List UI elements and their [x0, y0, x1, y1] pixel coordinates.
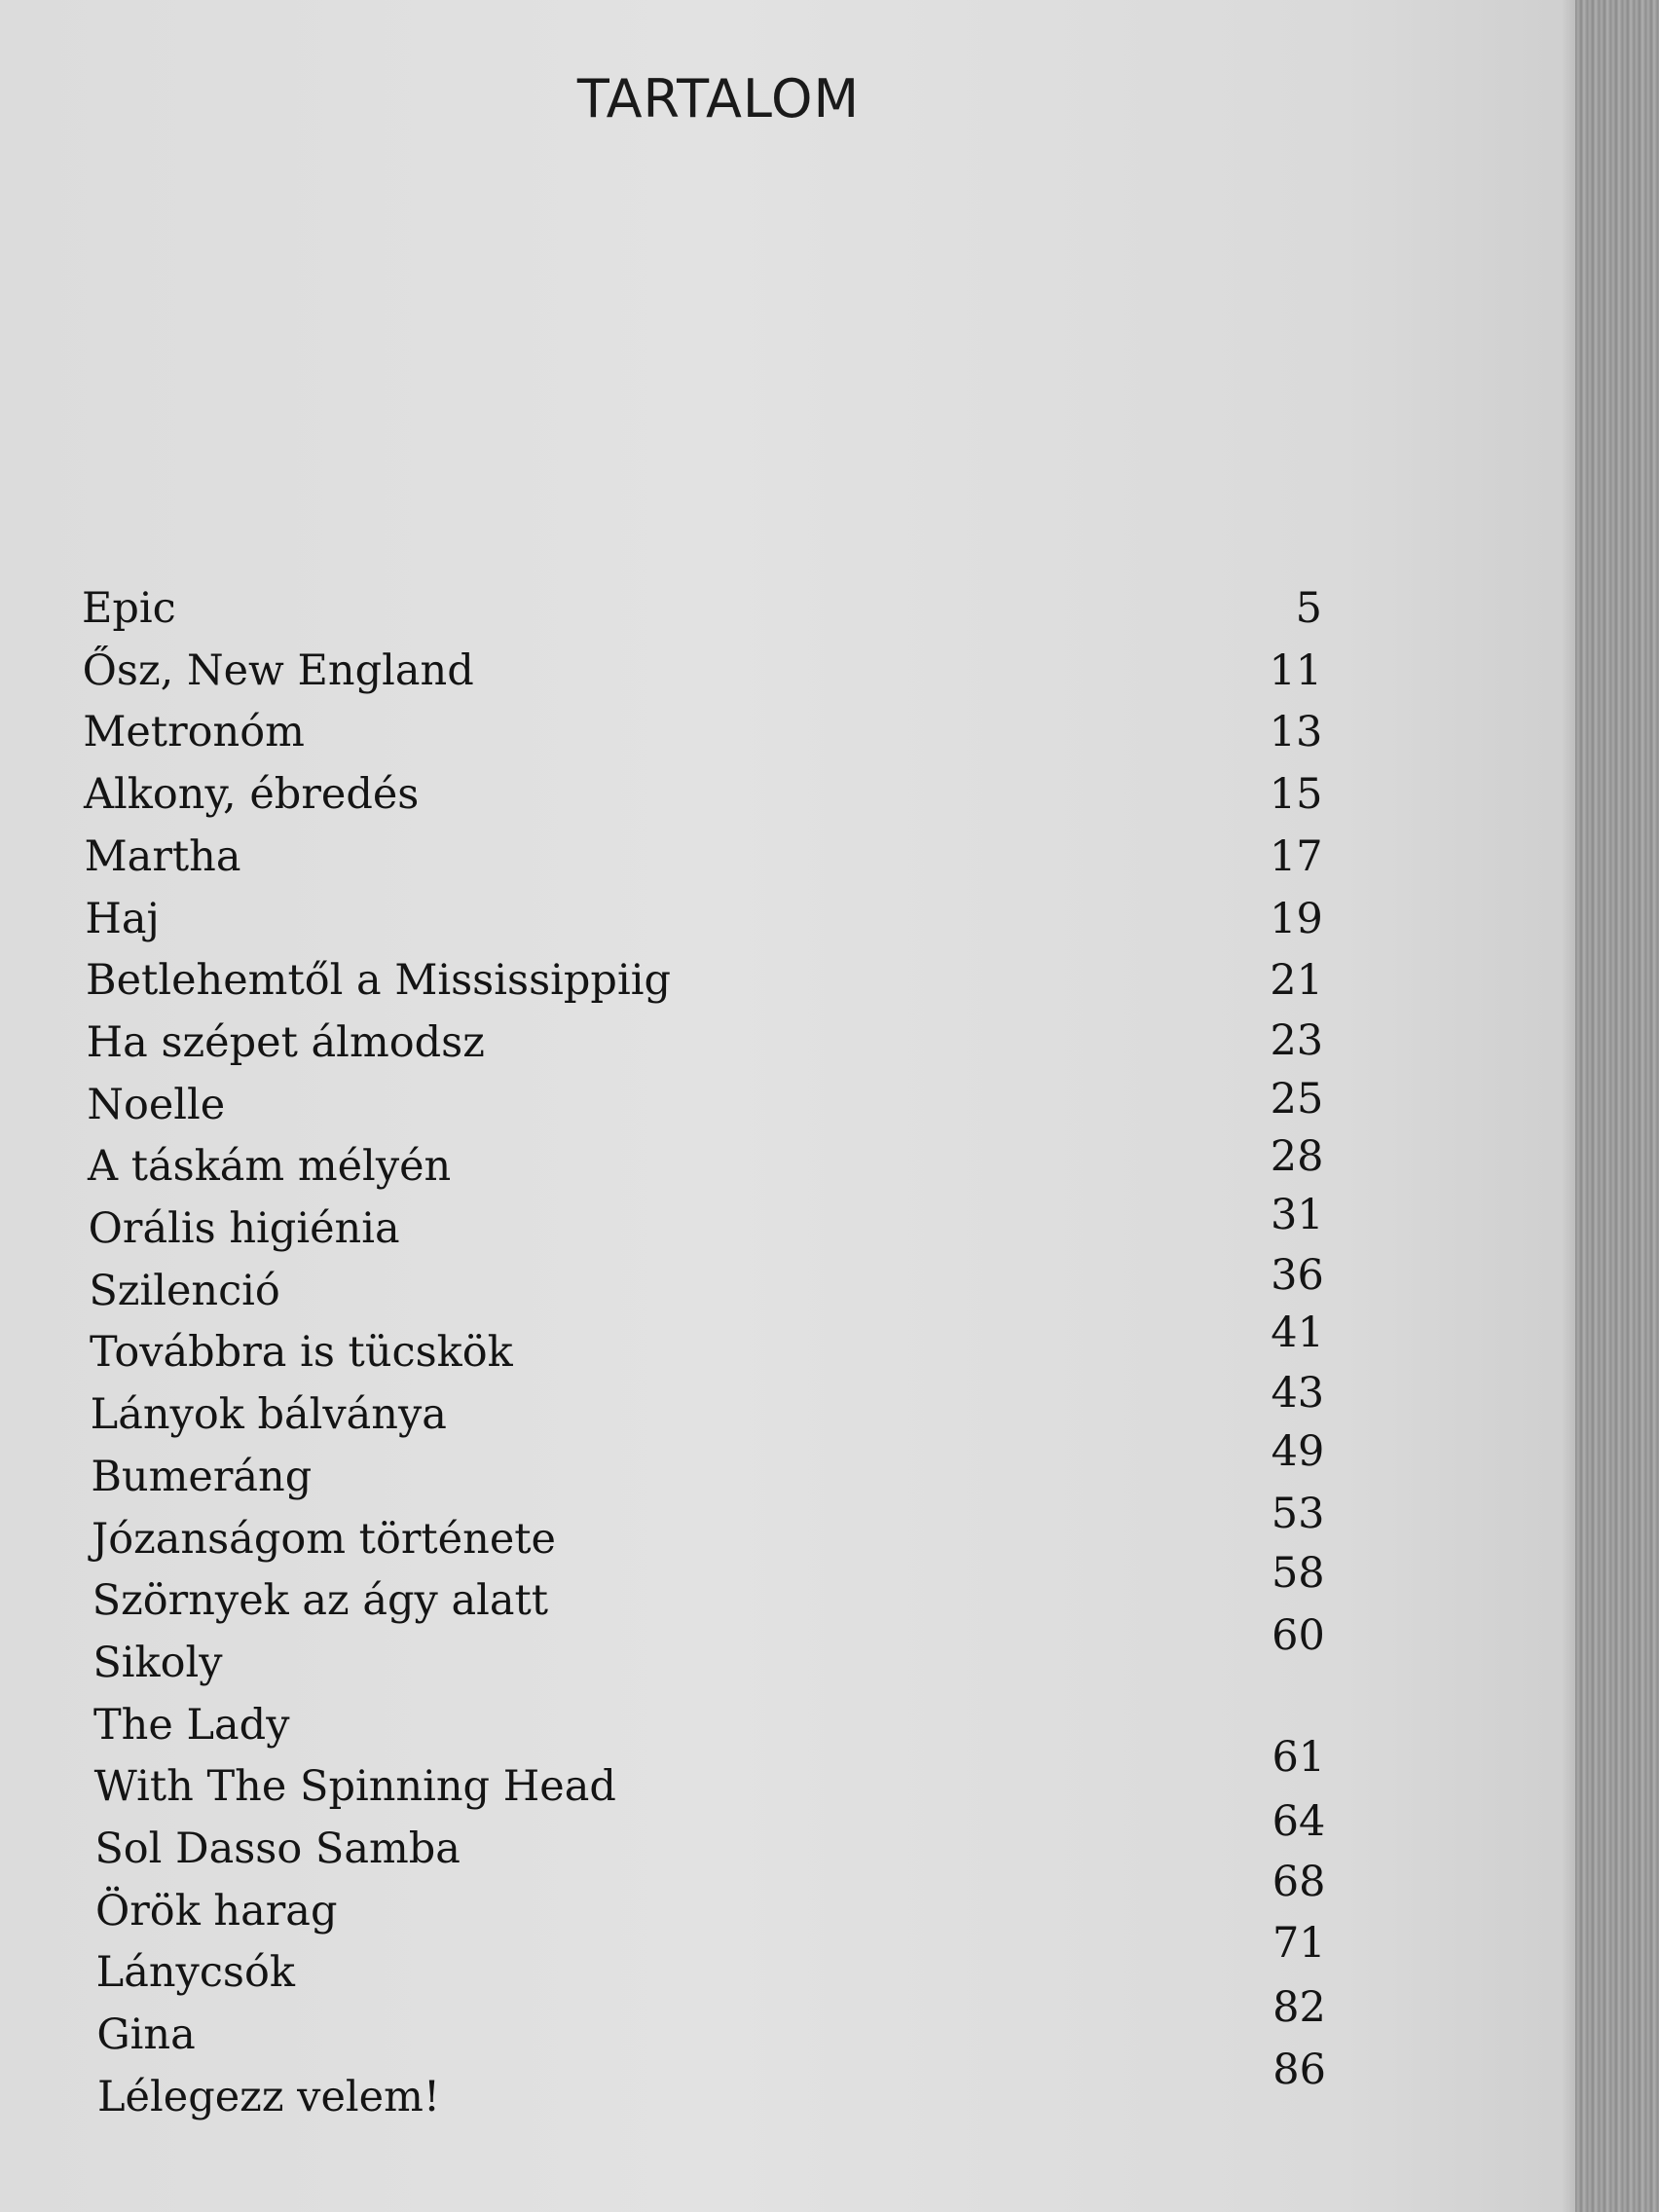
toc-entry-page-number: 21 [1270, 956, 1323, 1006]
toc-entry-page-number: 28 [1270, 1132, 1324, 1182]
toc-entry-title: Orális higiénia [88, 1204, 400, 1253]
toc-entry-title: Alkony, ébredés [84, 770, 420, 820]
toc-entry-title: Továbbra is tücskök [90, 1328, 513, 1378]
toc-entry-title: Józanságom története [92, 1514, 556, 1564]
toc-entry-page-number: 82 [1272, 1983, 1326, 2033]
toc-entry-page-number: 64 [1272, 1797, 1326, 1846]
toc-entry-title: Sikoly [92, 1638, 223, 1687]
toc-entry-title: Epic [82, 584, 176, 633]
toc-entry-page-number: 68 [1272, 1857, 1326, 1906]
toc-entry-title: With The Spinning Head [93, 1762, 616, 1812]
toc-entry-page-number: 53 [1271, 1489, 1325, 1538]
toc-entry-title: Martha [84, 831, 241, 881]
toc-entry-page-number: 17 [1269, 831, 1323, 881]
toc-entry-page-number: 58 [1271, 1549, 1325, 1599]
toc-entry-title: Sol Dasso Samba [94, 1825, 461, 1873]
toc-entry-title: Ha szépet álmodsz [86, 1017, 485, 1067]
toc-entry-title: Metronóm [83, 708, 305, 757]
toc-entry-page-number: 60 [1272, 1610, 1325, 1660]
toc-entry-page-number: 43 [1271, 1369, 1325, 1419]
toc-entry-title: The Lady [93, 1700, 290, 1750]
toc-entry-page-number: 5 [1295, 584, 1322, 633]
toc-entry-page-number: 49 [1271, 1426, 1325, 1476]
toc-entry-title: Lányok bálványa [90, 1390, 447, 1440]
toc-entry-title: Szörnyek az ágy alatt [92, 1576, 549, 1626]
toc-entry-title: Gina [96, 2010, 196, 2060]
toc-entry-title: Lélegezz velem! [97, 2072, 441, 2121]
toc-entry-page-number: 15 [1269, 770, 1323, 820]
toc-entry-title: Betlehemtől a Mississippiig [86, 956, 671, 1006]
toc-entry-page-number: 31 [1270, 1191, 1324, 1239]
toc-entry-title: Örök harag [95, 1886, 338, 1936]
toc-entry-page-number: 13 [1269, 708, 1323, 757]
toc-entry-page-number: 61 [1272, 1733, 1326, 1783]
toc-entry-page-number: 19 [1270, 894, 1323, 943]
toc-entry-page-number: 25 [1270, 1074, 1324, 1124]
toc-entry-title: Ősz, New England [82, 645, 474, 695]
toc-entry-title: A táskám mélyén [88, 1142, 452, 1192]
toc-entry-title: Szilenció [89, 1266, 280, 1315]
toc-entry-page-number: 36 [1271, 1250, 1324, 1300]
page-title: TARTALOM [576, 68, 861, 129]
toc-entry-title: Bumeráng [91, 1452, 313, 1501]
toc-entry-title: Haj [85, 894, 160, 943]
toc-entry-page-number: 71 [1272, 1919, 1326, 1969]
book-edge [1575, 0, 1659, 2212]
toc-entry-page-number: 86 [1272, 2045, 1326, 2094]
toc-entry-page-number: 41 [1271, 1309, 1324, 1358]
toc-entry-page-number: 11 [1269, 645, 1323, 695]
toc-entry-title: Lánycsók [95, 1948, 295, 1998]
toc-entry-page-number: 23 [1270, 1015, 1324, 1065]
toc-entry-title: Noelle [87, 1080, 226, 1129]
